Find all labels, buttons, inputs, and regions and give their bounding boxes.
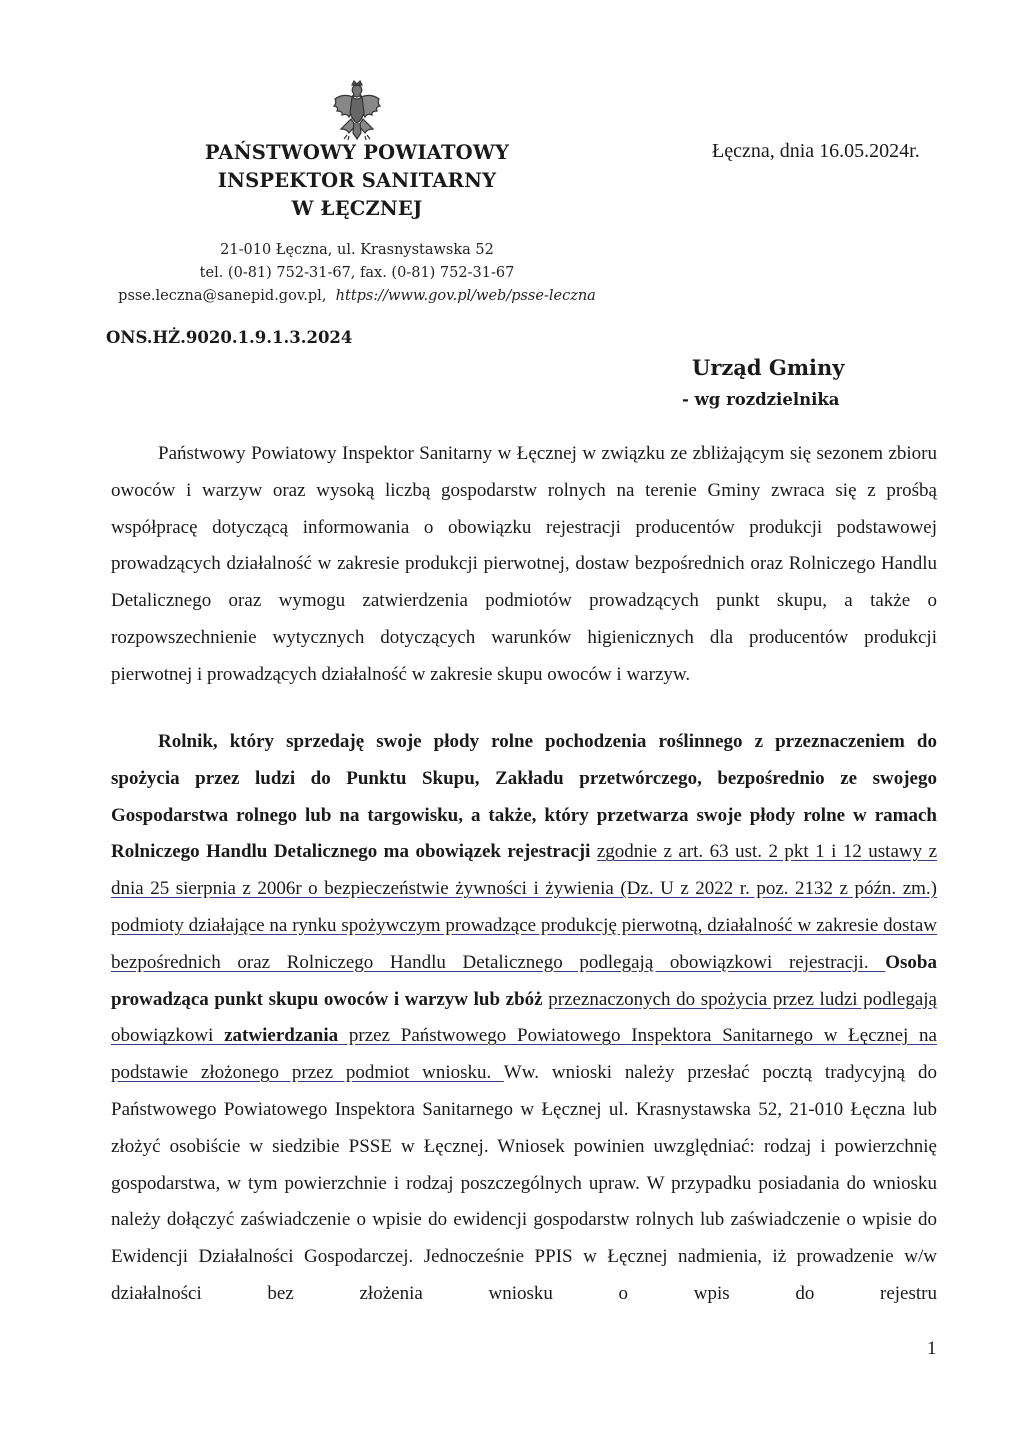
paragraph-segment: Rolnik, który sprzedaję swoje płody rolne pochodzenia roślinnego z przeznaczeniem do spożycia przez ludzi do Punktu Skupu, Zakładu przetwórczego, bezpośrednio ze swojego Gospodarstwa rolnego lub na targowisku, a także, który przetwarza swoje płody rolne w ramach Rolniczego Handlu Detalicznego ma obowiązek rejestracji: [111, 731, 937, 863]
institution-name-line-1: PAŃSTWOWY POWIATOWY: [204, 141, 510, 164]
paragraph-segment: Osoba prowadząca punkt skupu owoców i warzyw lub zbóż: [111, 951, 937, 1010]
paragraph-segment: Ww. wnioski należy przesłać pocztą tradycyjną do Państwowego Powiatowego Inspektora Sanitarnego w Łęcznej ul. Krasnystawska 52, 21-010 Łęczna lub złożyć osobiście w siedzibie PSSE w Łęcznej. Wniosek powinien uwzględniać: rodzaj i powierzchnię gospodarstwa, w tym powierzchnie i rodzaj poszczególnych upraw. W przypadku posiadania do wniosku należy dołączyć zaświadczenie o wpisie do ewidencji gospodarstw rolnych lub zaświadczenie o wpisie do Ewidencji Działalności Gospodarczej. Jednocześnie PPIS w Łęcznej nadmienia, iż prowadzenie w/w działalności bez złożenia wniosku o wpis do rejestru: [111, 1062, 937, 1304]
address-line: 21-010 Łęczna, ul. Krasnystawska 52: [220, 242, 494, 258]
institution-name-line-2: INSPEKTOR SANITARNY: [217, 169, 497, 192]
reference-number: ONS.HŻ.9020.1.9.1.3.2024: [106, 328, 353, 347]
place-and-date: Łęczna, dnia 16.05.2024r.: [712, 140, 920, 162]
paragraph-segment: przeznaczonych do spożycia przez ludzi podlegają obowiązkowi: [111, 988, 937, 1047]
polish-eagle-emblem-icon: [331, 79, 383, 141]
paragraph-registration: [111, 724, 937, 1313]
recipient-note: - wg rozdzielnika: [682, 390, 840, 409]
page-number: 1: [927, 1338, 937, 1359]
paragraph-segment: przez Państwowego Powiatowego Inspektora Sanitarnego w Łęcznej na podstawie złożonego przez podmiot wniosku.: [111, 1025, 937, 1084]
paragraph-segment: zgodnie z art. 63 ust. 2 pkt 1 i 12 ustawy z dnia 25 sierpnia z 2006r o bezpieczeństwie żywności i żywienia (Dz. U z 2022 r. poz. 2132 z późn. zm.) podmioty działające na rynku spożywczym prowadzące produkcję pierwotną, działalność w zakresie dostaw bezpośrednich oraz Rolniczego Handlu Detalicznego podlegają obowiązkowi rejestracji.: [111, 841, 938, 973]
phone-line: tel. (0-81) 752-31-67, fax. (0-81) 752-31-67: [199, 265, 515, 281]
paragraph-segment: zatwierdzania: [224, 1025, 339, 1047]
website-link[interactable]: https://www.gov.pl/web/psse-leczna: [335, 288, 596, 304]
paragraph-intro: Państwowy Powiatowy Inspektor Sanitarny w Łęcznej w związku ze zbliżającym się sezonem zbioru owoców i warzyw oraz wysoką liczbą gospodarstw rolnych na terenie Gminy zwraca się z prośbą współpracę dotyczącą informowania o obowiązku rejestracji producentów produkcji podstawowej prowadzących działalność w zakresie produkcji pierwotnej, dostaw bezpośrednich oraz Rolniczego Handlu Detalicznego oraz wymogu zatwierdzenia podmiotów prowadzących punkt skupu, a także o rozpowszechnienie wytycznych dotyczących warunków higienicznych dla producentów produkcji pierwotnej i prowadzących działalność w zakresie skupu owoców i warzyw.: [111, 443, 937, 685]
contact-line: [100, 288, 614, 304]
recipient-name: Urząd Gminy: [692, 355, 845, 380]
institution-name-line-3: W ŁĘCZNEJ: [291, 197, 423, 220]
email-link[interactable]: psse.leczna@sanepid.gov.pl,: [118, 288, 327, 304]
